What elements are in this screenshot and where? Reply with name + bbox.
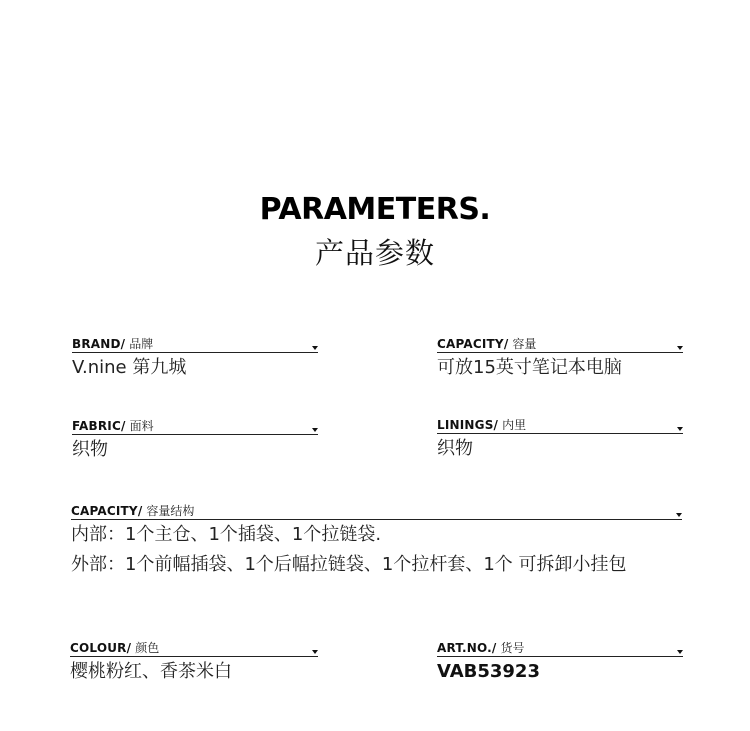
param-brand xyxy=(72,333,318,381)
param-value: 织物 xyxy=(72,439,108,460)
param-capacity xyxy=(437,333,683,381)
param-label-cn: 货号 xyxy=(500,641,525,655)
param-label-cn: 内里 xyxy=(502,418,527,432)
param-value-outer: 外部：1个前幅插袋、1个后幅拉链袋、1个拉杆套、1个 可拆卸小挂包 xyxy=(71,554,627,575)
param-label-row xyxy=(72,333,318,353)
param-label-row xyxy=(437,637,683,657)
param-colour xyxy=(70,637,318,685)
page-title: PARAMETERS. xyxy=(259,192,491,227)
page-subtitle: 产品参数 xyxy=(314,236,435,270)
param-label-en: ART.NO./ xyxy=(437,641,497,655)
param-label-cn: 容量 xyxy=(512,337,537,351)
param-label-row xyxy=(437,333,683,353)
dropdown-arrow-icon xyxy=(312,346,318,350)
param-label-cn: 容量结构 xyxy=(146,504,195,518)
param-fabric xyxy=(72,415,318,463)
param-value: V.nine 第九城 xyxy=(72,357,187,378)
dropdown-arrow-icon xyxy=(312,428,318,432)
param-value: 织物 xyxy=(437,438,473,459)
param-label-row xyxy=(437,414,683,434)
dropdown-arrow-icon xyxy=(312,650,318,654)
param-label-en: CAPACITY/ xyxy=(71,504,143,518)
dropdown-arrow-icon xyxy=(676,513,682,517)
param-label-row xyxy=(71,500,682,520)
dropdown-arrow-icon xyxy=(677,427,683,431)
param-label-cn: 面料 xyxy=(129,419,154,433)
dropdown-arrow-icon xyxy=(677,650,683,654)
param-value: VAB53923 xyxy=(437,661,540,682)
param-art-no xyxy=(437,637,683,685)
param-value: 樱桃粉红、香茶米白 xyxy=(70,661,232,682)
param-label-cn: 颜色 xyxy=(135,641,160,655)
param-value-inner: 内部：1个主仓、1个插袋、1个拉链袋. xyxy=(71,524,382,545)
param-linings xyxy=(437,414,683,462)
param-label-row xyxy=(70,637,318,657)
param-label-en: BRAND/ xyxy=(72,337,126,351)
param-label-en: CAPACITY/ xyxy=(437,337,509,351)
param-label-en: LININGS/ xyxy=(437,418,499,432)
param-label-cn: 品牌 xyxy=(129,337,154,351)
param-capacity-structure xyxy=(71,500,682,578)
param-label-row xyxy=(72,415,318,435)
param-label-en: COLOUR/ xyxy=(70,641,132,655)
param-value: 可放15英寸笔记本电脑 xyxy=(437,357,622,378)
dropdown-arrow-icon xyxy=(677,346,683,350)
param-label-en: FABRIC/ xyxy=(72,419,126,433)
